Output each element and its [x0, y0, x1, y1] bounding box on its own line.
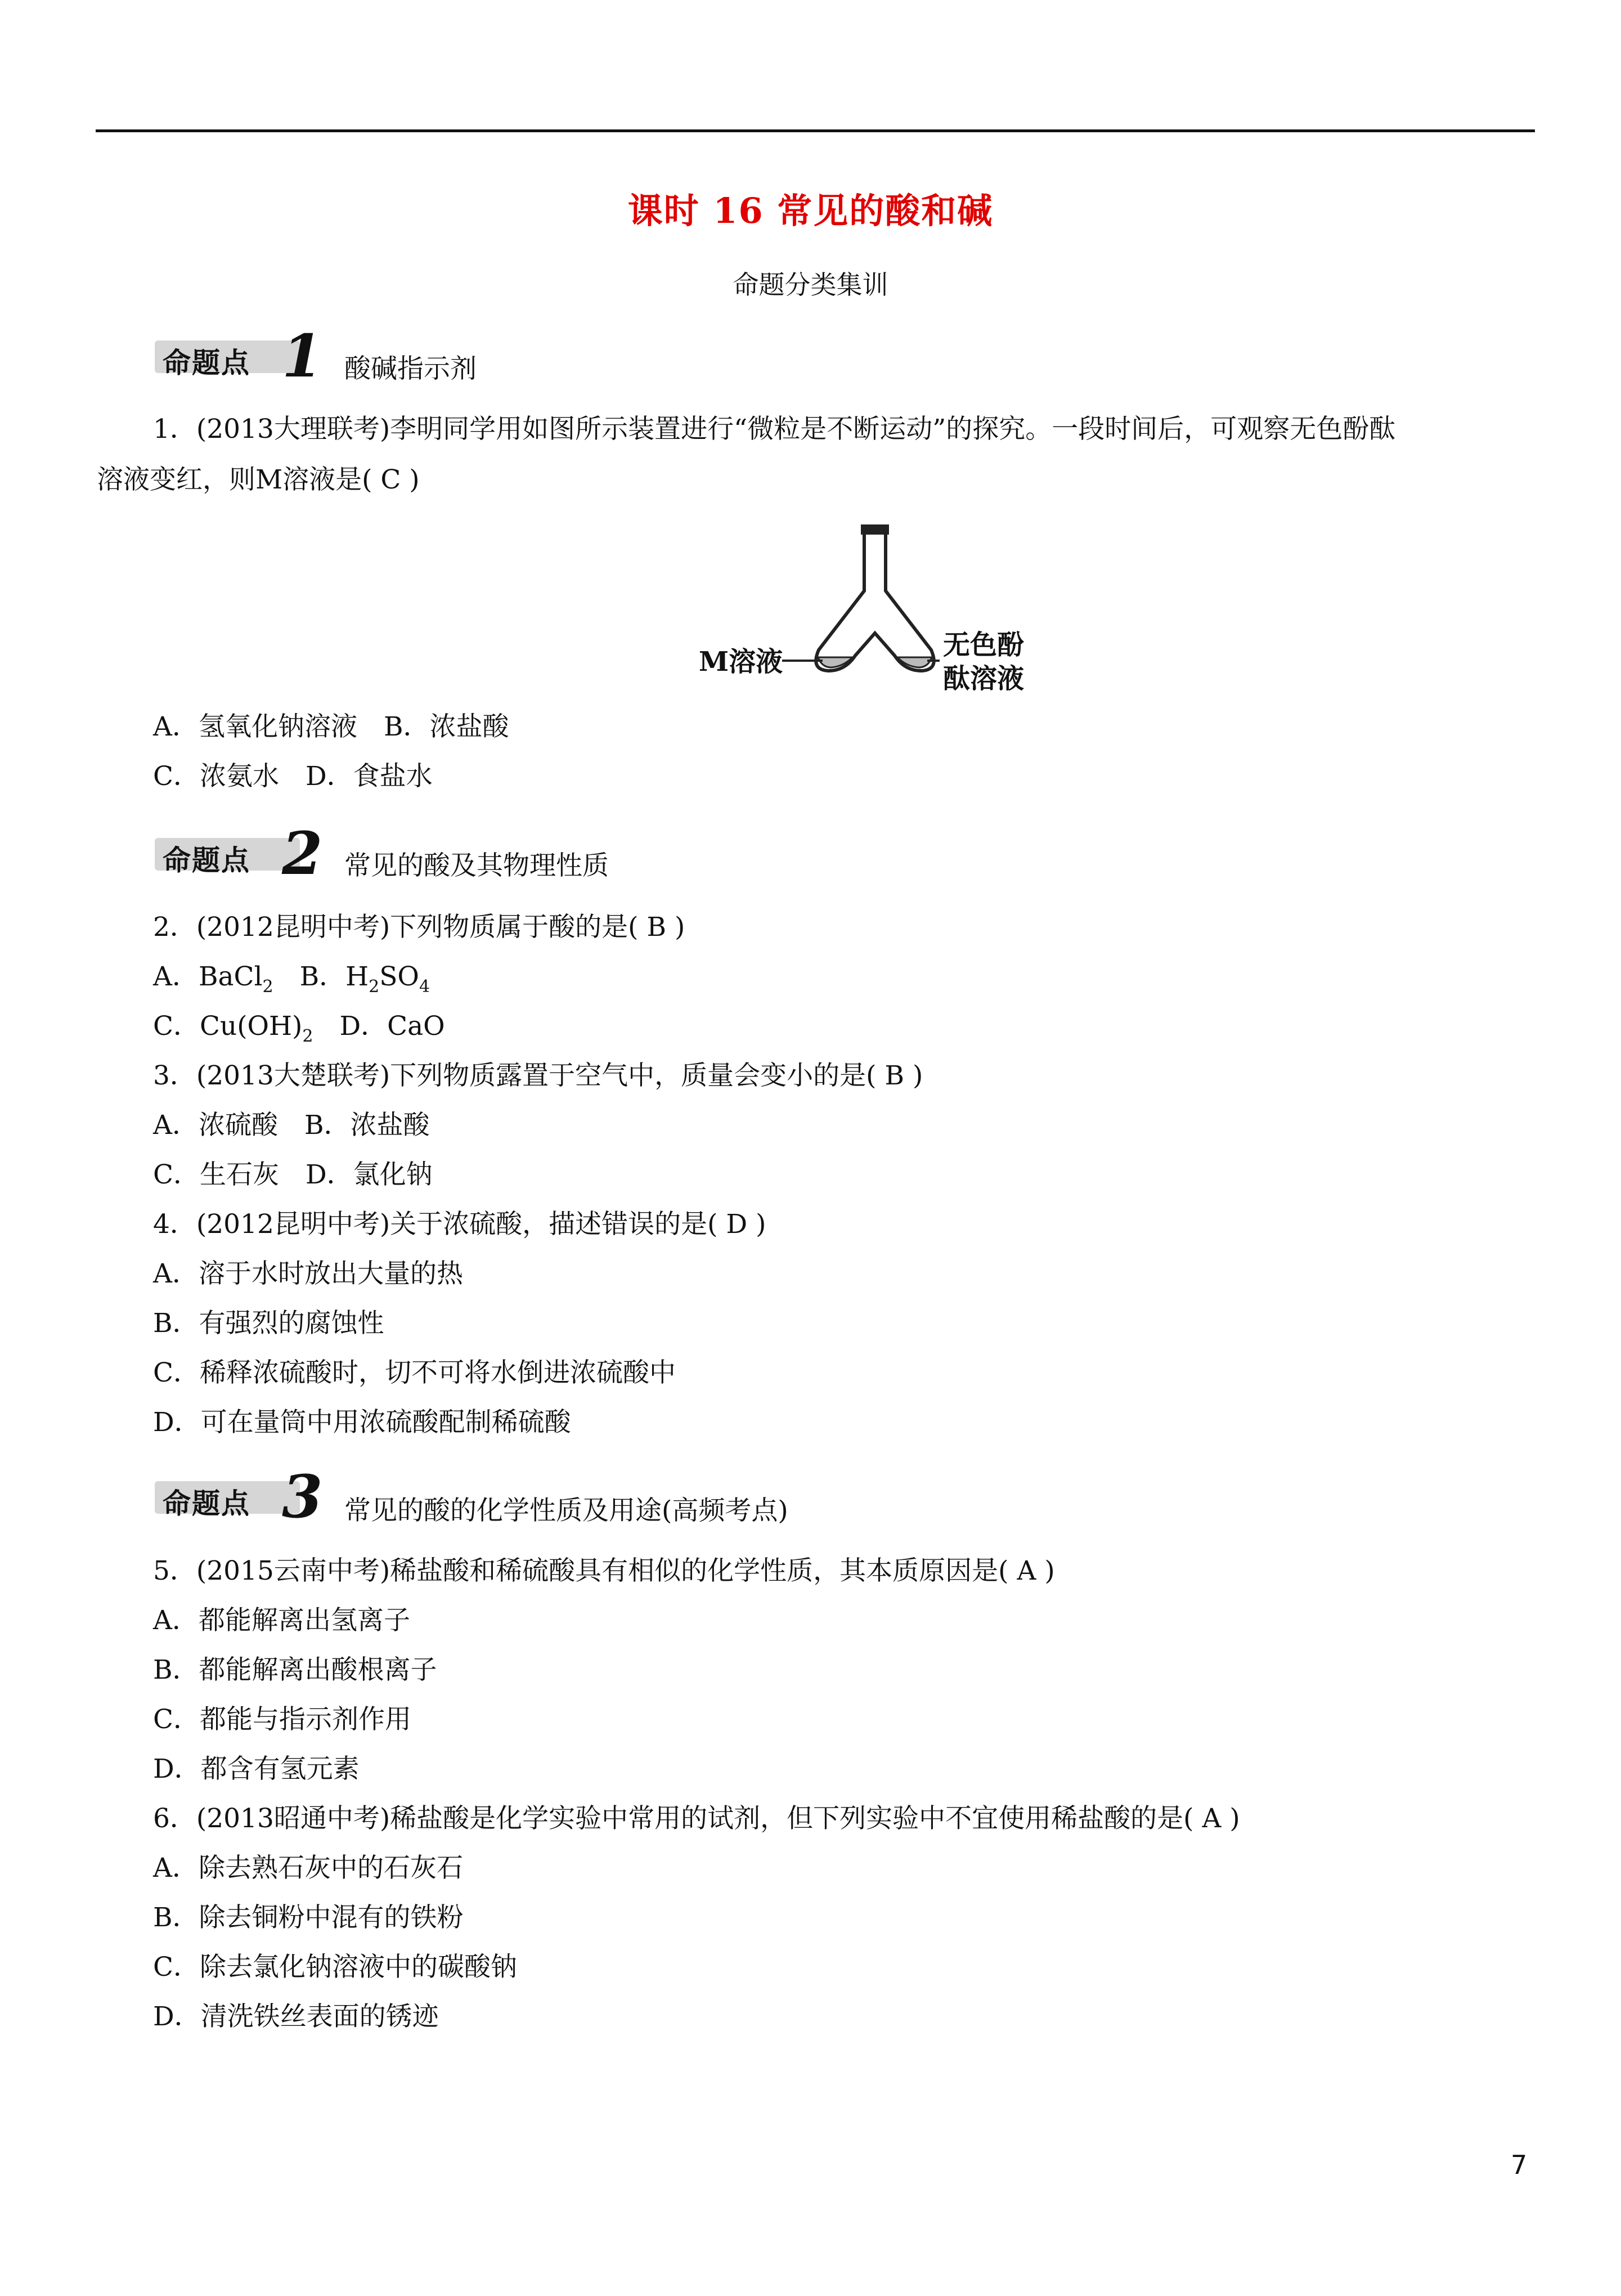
q2-option-b: B．H [273, 961, 369, 992]
q6-option-d: D．清洗铁丝表面的锈迹 [153, 2001, 439, 2032]
q2-options-ab [153, 960, 430, 1004]
q4-option-d: D．可在量筒中用浓硫酸配制稀硫酸 [153, 1407, 571, 1438]
badge-label: 命题点 [163, 844, 250, 877]
y-tube-diagram [698, 523, 1063, 692]
q4-stem: 4．(2012昆明中考)关于浓硫酸，描述错误的是( D ) [153, 1209, 766, 1240]
q2-option-a: A．BaCl [153, 961, 263, 992]
q1-options-ab: A．氢氧化钠溶液 B．浓盐酸 [153, 711, 509, 742]
y-tube-outline [816, 535, 934, 671]
q2-option-c: C．Cu(OH) [153, 1011, 303, 1042]
page-subtitle: 命题分类集训 [733, 270, 888, 300]
figure-label-right-1: 无色酚 [943, 629, 1025, 661]
stopper-icon [861, 524, 889, 535]
y-tube-figure [698, 523, 1063, 692]
q5-stem: 5．(2015云南中考)稀盐酸和稀硫酸具有相似的化学性质，其本质原因是( A ) [153, 1555, 1055, 1586]
q6-stem: 6．(2013昭通中考)稀盐酸是化学实验中常用的试剂，但下列实验中不宜使用稀盐酸的是( A ) [153, 1803, 1240, 1834]
figure-label-right-2: 酞溶液 [943, 663, 1025, 692]
q1-stem-line2: 溶液变红，则M溶液是( C ) [97, 464, 420, 495]
q3-options-cd: C．生石灰 D．氯化钠 [153, 1159, 433, 1190]
q5-option-c: C．都能与指示剂作用 [153, 1704, 411, 1735]
section-badge-3 [155, 1462, 329, 1531]
figure-label-m: M溶液 [699, 646, 783, 678]
badge-label: 命题点 [163, 1487, 250, 1520]
q1-options-cd: C．浓氨水 D．食盐水 [153, 761, 433, 792]
section-badge-2 [155, 819, 329, 888]
badge-number: 2 [282, 819, 323, 888]
q2-options-cd [153, 1010, 445, 1053]
q4-option-a: A．溶于水时放出大量的热 [153, 1258, 463, 1289]
badge-number: 1 [282, 321, 323, 391]
q5-option-d: D．都含有氢元素 [153, 1754, 360, 1784]
q3-stem: 3．(2013大楚联考)下列物质露置于空气中，质量会变小的是( B ) [153, 1060, 923, 1091]
subscript: 2 [369, 977, 380, 997]
q2-option-d: D．CaO [313, 1011, 445, 1042]
q4-option-c: C．稀释浓硫酸时，切不可将水倒进浓硫酸中 [153, 1357, 676, 1388]
section-badge-1 [155, 321, 329, 391]
section-heading-3: 常见的酸的化学性质及用途(高频考点) [344, 1495, 788, 1526]
q4-option-b: B．有强烈的腐蚀性 [153, 1308, 384, 1339]
q1-stem-line1: 1．(2013大理联考)李明同学用如图所示装置进行“微粒是不断运动”的探究。一段时间后，可观察无色酚酞 [153, 414, 1396, 445]
badge-label: 命题点 [163, 347, 250, 379]
q5-option-a: A．都能解离出氢离子 [153, 1605, 410, 1636]
q5-option-b: B．都能解离出酸根离子 [153, 1654, 437, 1685]
q2-stem: 2．(2012昆明中考)下列物质属于酸的是( B ) [153, 912, 685, 943]
subscript: 4 [419, 977, 430, 997]
badge-number: 3 [282, 1462, 323, 1531]
q2-option-b-cont: SO [379, 961, 419, 992]
page-title: 课时 16 常见的酸和碱 [627, 190, 994, 231]
q6-option-a: A．除去熟石灰中的石灰石 [153, 1853, 463, 1884]
section-heading-2: 常见的酸及其物理性质 [344, 850, 609, 881]
section-heading-1: 酸碱指示剂 [344, 353, 477, 384]
q6-option-b: B．除去铜粉中混有的铁粉 [153, 1902, 464, 1933]
subscript: 2 [302, 1026, 313, 1046]
subscript: 2 [262, 977, 273, 997]
header-rule [96, 129, 1535, 132]
q6-option-c: C．除去氯化钠溶液中的碳酸钠 [153, 1952, 517, 1983]
page-number: 7 [1511, 2150, 1528, 2180]
q3-options-ab: A．浓硫酸 B．浓盐酸 [153, 1110, 430, 1141]
